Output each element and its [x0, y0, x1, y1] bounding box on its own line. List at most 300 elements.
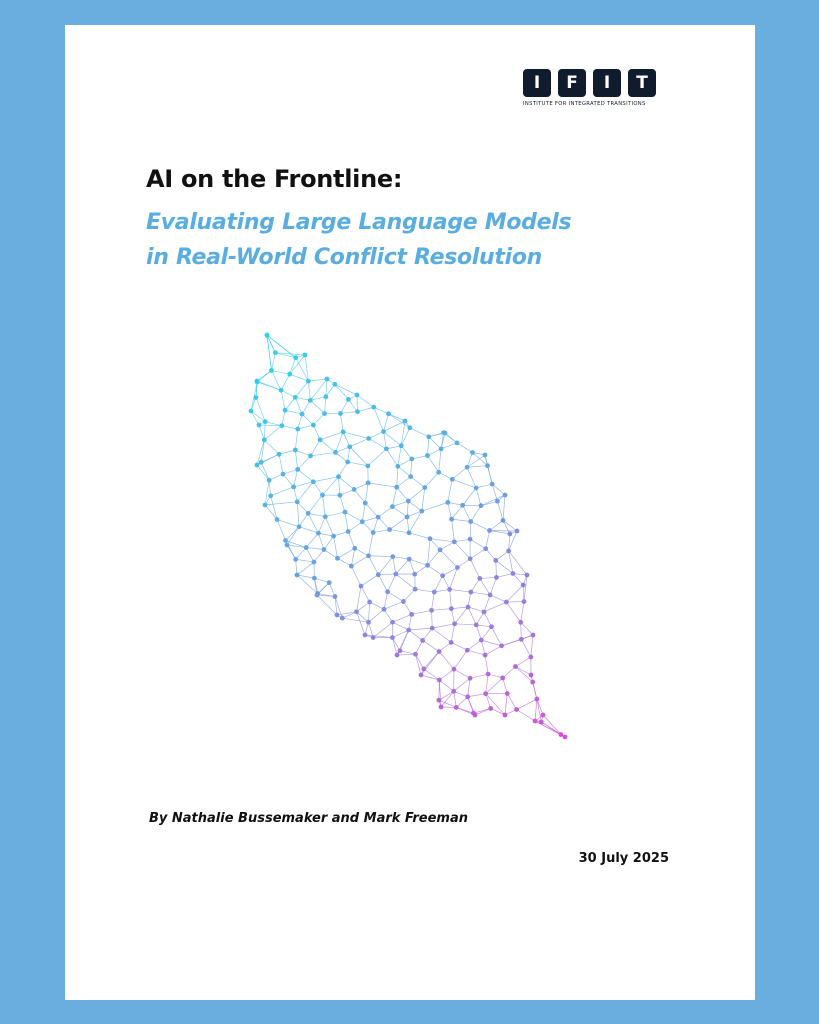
network-node — [466, 605, 471, 610]
network-edge — [476, 488, 481, 506]
network-node — [473, 713, 478, 718]
network-edge — [506, 602, 520, 622]
network-edge — [320, 440, 335, 453]
network-node — [406, 628, 411, 633]
network-edge — [297, 482, 313, 502]
network-edge — [392, 501, 408, 507]
network-edge — [369, 432, 384, 439]
subtitle-line-1: Evaluating Large Language Models — [146, 210, 572, 235]
network-node — [486, 672, 491, 677]
network-node — [390, 620, 395, 625]
network-edge — [357, 586, 361, 612]
network-node — [333, 450, 338, 455]
network-node — [409, 612, 414, 617]
network-edge — [516, 657, 531, 666]
network-node — [419, 673, 424, 678]
network-node — [533, 719, 538, 724]
network-node — [395, 653, 400, 658]
network-edge — [313, 425, 320, 440]
network-node — [445, 500, 450, 505]
network-node — [470, 450, 475, 455]
network-edge — [451, 624, 455, 643]
network-node — [269, 368, 274, 373]
network-node — [407, 530, 412, 535]
network-edge — [384, 432, 402, 446]
network-node — [345, 460, 350, 465]
network-edge — [481, 627, 491, 640]
network-node — [558, 732, 563, 737]
network-node — [454, 705, 459, 710]
network-node — [304, 545, 309, 550]
logo-letter-i-second: I — [593, 69, 621, 97]
network-edge — [452, 505, 463, 519]
network-node — [398, 648, 403, 653]
network-node — [283, 408, 288, 413]
network-node — [371, 405, 376, 410]
network-node — [563, 735, 568, 740]
network-edge — [306, 548, 324, 550]
network-node — [539, 720, 544, 725]
network-edge — [297, 562, 314, 575]
network-node — [255, 379, 260, 384]
network-edge — [486, 694, 505, 715]
network-edge — [265, 502, 297, 505]
network-edge — [281, 374, 290, 390]
network-node — [409, 457, 414, 462]
publication-date: 30 July 2025 — [578, 851, 669, 866]
network-node — [265, 333, 270, 338]
network-node — [465, 694, 470, 699]
network-edge — [481, 495, 505, 506]
network-edge — [471, 578, 480, 592]
network-edge — [496, 560, 513, 573]
network-edge — [313, 482, 322, 495]
network-edge — [340, 412, 357, 414]
network-edge — [421, 652, 439, 675]
network-edge — [430, 539, 454, 542]
network-node — [255, 463, 260, 468]
network-node — [514, 707, 519, 712]
network-edge — [503, 495, 505, 520]
network-edge — [369, 556, 393, 557]
network-edge — [368, 602, 369, 622]
network-edge — [320, 432, 343, 440]
network-edge — [415, 654, 421, 675]
network-edge — [264, 422, 265, 440]
network-edge — [294, 469, 298, 486]
network-node — [275, 517, 280, 522]
network-node — [403, 419, 408, 424]
network-edge — [537, 699, 543, 715]
network-edge — [257, 370, 271, 381]
network-node — [405, 515, 410, 520]
network-edge — [388, 574, 396, 592]
network-node — [347, 444, 352, 449]
network-node — [474, 486, 479, 491]
network-edge — [409, 511, 422, 533]
network-edge — [338, 477, 339, 496]
network-node — [318, 437, 323, 442]
network-edge — [384, 421, 405, 432]
network-node — [447, 587, 452, 592]
network-edge — [324, 536, 334, 549]
network-nodes — [249, 333, 568, 740]
network-node — [263, 419, 268, 424]
network-node — [332, 382, 337, 387]
network-node — [452, 667, 457, 672]
network-edge — [409, 628, 433, 630]
network-node — [529, 673, 534, 678]
network-edge — [468, 607, 476, 625]
network-node — [267, 478, 272, 483]
network-node — [399, 443, 404, 448]
network-edge — [415, 654, 423, 669]
network-edge — [450, 589, 452, 608]
network-node — [395, 464, 400, 469]
network-edge — [297, 502, 299, 527]
network-edge — [480, 577, 497, 578]
network-node — [335, 613, 340, 618]
network-node — [408, 474, 413, 479]
network-node — [436, 470, 441, 475]
network-node — [323, 514, 328, 519]
network-edge — [441, 691, 454, 707]
network-edge — [261, 440, 264, 462]
network-node — [525, 573, 530, 578]
network-node — [365, 463, 370, 468]
network-node — [257, 423, 262, 428]
network-edge — [521, 622, 522, 639]
network-edge — [311, 440, 321, 456]
network-node — [354, 609, 359, 614]
network-edge — [311, 452, 336, 455]
network-edge — [496, 573, 512, 577]
network-edge — [338, 462, 347, 477]
network-edge — [324, 550, 338, 559]
network-node — [291, 485, 296, 490]
network-node — [468, 590, 473, 595]
network-edge — [296, 559, 314, 562]
network-node — [450, 477, 455, 482]
network-edge — [351, 548, 354, 566]
network-edge — [481, 640, 501, 646]
logo-letter-i: I — [523, 69, 551, 97]
network-node — [468, 537, 473, 542]
network-edge — [343, 432, 369, 439]
network-node — [337, 493, 342, 498]
network-edge — [295, 381, 308, 397]
network-edge — [335, 384, 349, 399]
network-edge — [448, 479, 452, 502]
network-node — [320, 493, 325, 498]
network-edge — [432, 609, 452, 611]
network-node — [419, 509, 424, 514]
network-edge — [396, 559, 409, 574]
network-node — [468, 676, 473, 681]
network-edge — [490, 595, 506, 602]
network-node — [452, 539, 457, 544]
network-edge — [432, 624, 454, 628]
network-edge — [396, 574, 415, 589]
network-edge — [401, 446, 412, 459]
network-edge — [322, 495, 325, 517]
network-edge — [335, 384, 357, 395]
network-edge — [428, 565, 443, 575]
network-edge — [340, 399, 348, 413]
network-node — [279, 388, 284, 393]
network-edge — [378, 575, 387, 592]
network-edge — [521, 602, 524, 623]
network-node — [449, 606, 454, 611]
network-edge — [393, 557, 396, 574]
network-edge — [407, 517, 409, 533]
network-edge — [505, 694, 507, 715]
network-node — [483, 546, 488, 551]
network-node — [429, 608, 434, 613]
report-cover-page — [65, 25, 755, 1000]
network-node — [493, 558, 498, 563]
network-node — [407, 425, 412, 430]
network-edge — [509, 551, 527, 575]
network-node — [306, 511, 311, 516]
network-node — [376, 572, 381, 577]
network-edge — [485, 455, 492, 484]
network-edge — [507, 694, 516, 710]
network-node — [541, 713, 546, 718]
network-edge — [348, 532, 355, 549]
network-edge — [454, 542, 470, 559]
network-edge — [463, 488, 476, 505]
subtitle-line-2: in Real-World Conflict Resolution — [146, 245, 543, 270]
network-edge — [427, 456, 438, 473]
network-node — [295, 499, 300, 504]
network-edge — [537, 699, 541, 722]
network-edge — [337, 548, 354, 558]
network-node — [426, 434, 431, 439]
network-edge — [470, 549, 486, 559]
network-edge — [345, 512, 362, 522]
network-edge — [365, 483, 368, 503]
author-byline: By Nathalie Bussemaker and Mark Freeman — [149, 811, 468, 826]
network-node — [489, 624, 494, 629]
network-node — [336, 474, 341, 479]
network-node — [501, 518, 506, 523]
network-edge — [454, 669, 470, 678]
network-node — [455, 565, 460, 570]
network-edge — [490, 520, 503, 530]
network-edge — [298, 469, 314, 481]
network-node — [363, 633, 368, 638]
network-edge — [351, 566, 361, 586]
network-edge — [365, 503, 378, 517]
network-edge — [357, 407, 373, 412]
network-edge — [535, 699, 537, 721]
network-node — [343, 510, 348, 515]
network-edge — [277, 520, 299, 527]
network-node — [438, 547, 443, 552]
network-node — [268, 493, 273, 498]
network-edge — [306, 533, 318, 547]
network-edge — [411, 459, 412, 477]
network-node — [440, 573, 445, 578]
network-edge — [345, 512, 348, 531]
network-edge — [467, 466, 487, 468]
network-node — [495, 499, 500, 504]
network-node — [323, 394, 328, 399]
network-node — [263, 503, 268, 508]
network-edge — [503, 678, 508, 694]
network-edge — [287, 545, 296, 559]
network-edge — [476, 484, 492, 488]
network-node — [249, 409, 254, 414]
network-node — [390, 554, 395, 559]
network-edge — [503, 667, 516, 678]
network-edge — [386, 449, 397, 467]
network-node — [273, 350, 278, 355]
network-edge — [390, 517, 408, 530]
network-edge — [378, 517, 389, 529]
network-edge — [441, 443, 457, 449]
network-edge — [308, 513, 325, 516]
network-node — [515, 529, 520, 534]
network-node — [511, 571, 516, 576]
network-edge — [452, 519, 455, 542]
network-node — [311, 423, 316, 428]
network-node — [485, 463, 490, 468]
network-edge — [454, 650, 467, 669]
network-node — [300, 412, 305, 417]
network-edge — [432, 628, 451, 642]
network-node — [393, 572, 398, 577]
network-edge — [338, 477, 354, 490]
network-edge — [271, 487, 294, 496]
network-node — [259, 460, 264, 465]
network-node — [386, 411, 391, 416]
network-node — [477, 576, 482, 581]
network-node — [439, 446, 444, 451]
network-edge — [281, 390, 285, 410]
network-node — [322, 547, 327, 552]
network-node — [303, 353, 308, 358]
network-edge — [295, 450, 310, 456]
report-title: AI on the Frontline: — [146, 165, 403, 193]
network-edge — [403, 589, 415, 601]
network-node — [503, 493, 508, 498]
network-edge — [411, 477, 425, 488]
network-node — [494, 575, 499, 580]
network-node — [451, 689, 456, 694]
network-edge — [452, 467, 467, 479]
network-node — [312, 576, 317, 581]
network-node — [488, 593, 493, 598]
network-node — [465, 648, 470, 653]
network-edge — [368, 609, 384, 622]
network-edge — [531, 635, 533, 657]
network-edge — [384, 414, 389, 432]
network-node — [333, 594, 338, 599]
network-edge — [470, 559, 480, 579]
network-edge — [440, 550, 457, 568]
network-node — [436, 698, 441, 703]
network-node — [293, 355, 298, 360]
network-edge — [506, 585, 523, 602]
network-node — [262, 437, 267, 442]
network-edge — [397, 477, 411, 488]
network-node — [488, 706, 493, 711]
network-edge — [348, 522, 362, 532]
network-node — [460, 503, 465, 508]
network-node — [325, 377, 330, 382]
network-edge — [471, 522, 490, 531]
network-edge — [392, 487, 396, 506]
network-edge — [468, 607, 484, 612]
network-edge — [486, 678, 503, 694]
network-edge — [392, 507, 407, 517]
network-edge — [432, 610, 433, 628]
network-edge — [485, 655, 488, 674]
network-node — [483, 691, 488, 696]
network-edge — [390, 530, 409, 533]
network-edge — [308, 495, 322, 513]
network-node — [503, 713, 508, 718]
network-edge — [486, 531, 490, 549]
network-edge — [285, 397, 295, 410]
network-edge — [314, 550, 324, 563]
network-node — [421, 666, 426, 671]
network-edge — [427, 437, 428, 456]
logo-tagline: INSTITUTE FOR INTEGRATED TRANSITIONS — [523, 101, 646, 107]
network-edge — [415, 589, 434, 592]
network-edge — [388, 592, 404, 602]
network-edge — [343, 432, 350, 447]
network-edge — [279, 450, 295, 454]
network-edge — [295, 450, 297, 469]
network-edge — [369, 438, 387, 448]
network-edge — [502, 635, 533, 646]
network-edge — [439, 669, 454, 680]
network-edge — [369, 556, 379, 575]
network-node — [254, 395, 259, 400]
network-node — [363, 501, 368, 506]
network-node — [355, 393, 360, 398]
network-edge — [425, 472, 439, 487]
network-edge — [428, 539, 430, 566]
network-node — [277, 452, 282, 457]
network-node — [412, 572, 417, 577]
network-node — [360, 519, 365, 524]
network-node — [479, 503, 484, 508]
network-node — [346, 529, 351, 534]
network-node — [287, 372, 292, 377]
network-edge — [434, 576, 442, 592]
network-edge — [490, 577, 496, 595]
network-edge — [439, 680, 453, 691]
network-node — [341, 430, 346, 435]
network-edge — [283, 474, 294, 487]
network-edge — [397, 654, 415, 655]
network-edge — [285, 410, 302, 414]
network-edge — [298, 425, 314, 429]
network-node — [507, 532, 512, 537]
network-edge — [503, 520, 517, 531]
network-edge — [369, 533, 374, 556]
network-edge — [373, 517, 378, 532]
network-edge — [290, 358, 296, 374]
network-node — [455, 440, 460, 445]
network-node — [306, 379, 311, 384]
network-node — [449, 640, 454, 645]
network-edge — [308, 379, 327, 381]
